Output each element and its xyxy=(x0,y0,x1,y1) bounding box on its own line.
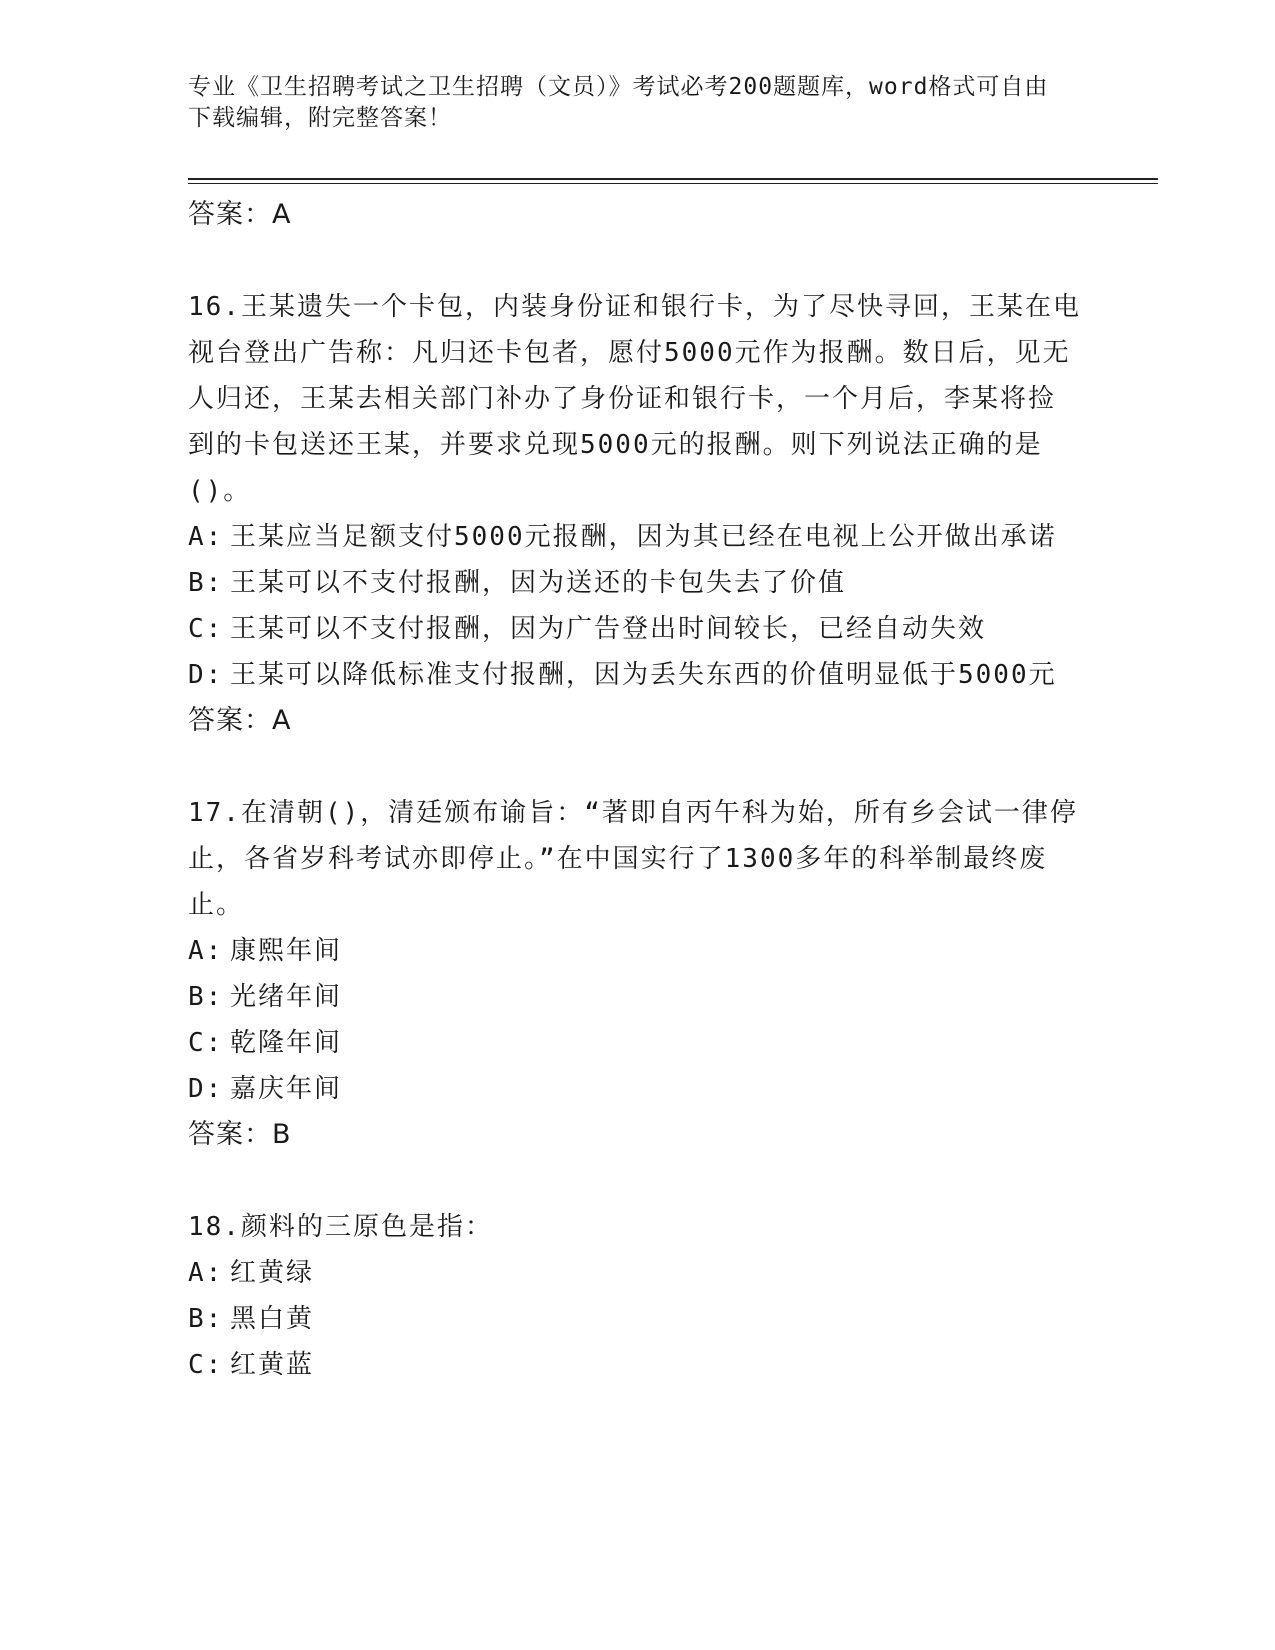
option-text: 康熙年间 xyxy=(230,936,343,966)
option-text: 黑白黄 xyxy=(230,1304,315,1334)
question-stem: 16.王某遗失一个卡包，内装身份证和银行卡，为了尽快寻回，王某在电视台登出广告称：凡归还卡包者，愿付5000元作为报酬。数日后，见无人归还，王某去相关部门补办了身份证和银行卡，一个月后，李某将捡到的卡包送还王某，并要求兑现5000元的报酬。则下列说法正确的是()。 xyxy=(188,292,1081,506)
answer-line: 答案：A xyxy=(188,705,292,736)
option-text: 王某应当足额支付5000元报酬，因为其已经在电视上公开做出承诺 xyxy=(230,522,1057,552)
option-text: 王某可以不支付报酬，因为广告登出时间较长，已经自动失效 xyxy=(230,614,987,644)
answer-line: 答案：A xyxy=(188,199,292,230)
option-letter: A: xyxy=(188,522,224,552)
option-letter: D: xyxy=(188,1074,224,1104)
question-stem: 17.在清朝()，清廷颁布谕旨：“著即自丙午科为始，所有乡会试一律停止，各省岁科考试亦即停止。”在中国实行了1300多年的科举制最终废止。 xyxy=(188,798,1078,920)
option-letter: C: xyxy=(188,614,224,644)
option-b xyxy=(188,1296,1083,1342)
header-divider-thick xyxy=(188,178,1158,180)
option-letter: B: xyxy=(188,982,224,1012)
option-d xyxy=(188,652,1083,698)
question-16 xyxy=(188,284,1083,744)
question-list xyxy=(188,192,1083,1388)
option-c xyxy=(188,1342,1083,1388)
option-a xyxy=(188,514,1083,560)
option-c xyxy=(188,1020,1083,1066)
header-divider-thin xyxy=(188,183,1158,184)
document-header: 专业《卫生招聘考试之卫生招聘（文员）》考试必考200题题库，word格式可自由下载编辑，附完整答案！ xyxy=(188,74,1049,131)
option-a xyxy=(188,1250,1083,1296)
option-b xyxy=(188,560,1083,606)
option-letter: B: xyxy=(188,1304,224,1334)
option-d xyxy=(188,1066,1083,1112)
option-text: 光绪年间 xyxy=(230,982,343,1012)
option-text: 嘉庆年间 xyxy=(230,1074,343,1104)
option-c xyxy=(188,606,1083,652)
option-b xyxy=(188,974,1083,1020)
option-letter: A: xyxy=(188,1258,224,1288)
option-text: 王某可以不支付报酬，因为送还的卡包失去了价值 xyxy=(230,568,847,598)
option-text: 红黄绿 xyxy=(230,1258,315,1288)
option-letter: B: xyxy=(188,568,224,598)
option-text: 红黄蓝 xyxy=(230,1350,315,1380)
option-letter: A: xyxy=(188,936,224,966)
option-letter: D: xyxy=(188,660,224,690)
option-a xyxy=(188,928,1083,974)
option-letter: C: xyxy=(188,1350,224,1380)
question-stem: 18.颜料的三原色是指： xyxy=(188,1212,493,1242)
answer-line: 答案：B xyxy=(188,1119,292,1150)
question-18 xyxy=(188,1204,1083,1388)
option-letter: C: xyxy=(188,1028,224,1058)
question-17 xyxy=(188,790,1083,1158)
option-text: 乾隆年间 xyxy=(230,1028,343,1058)
option-text: 王某可以降低标准支付报酬，因为丢失东西的价值明显低于5000元 xyxy=(230,660,1057,690)
